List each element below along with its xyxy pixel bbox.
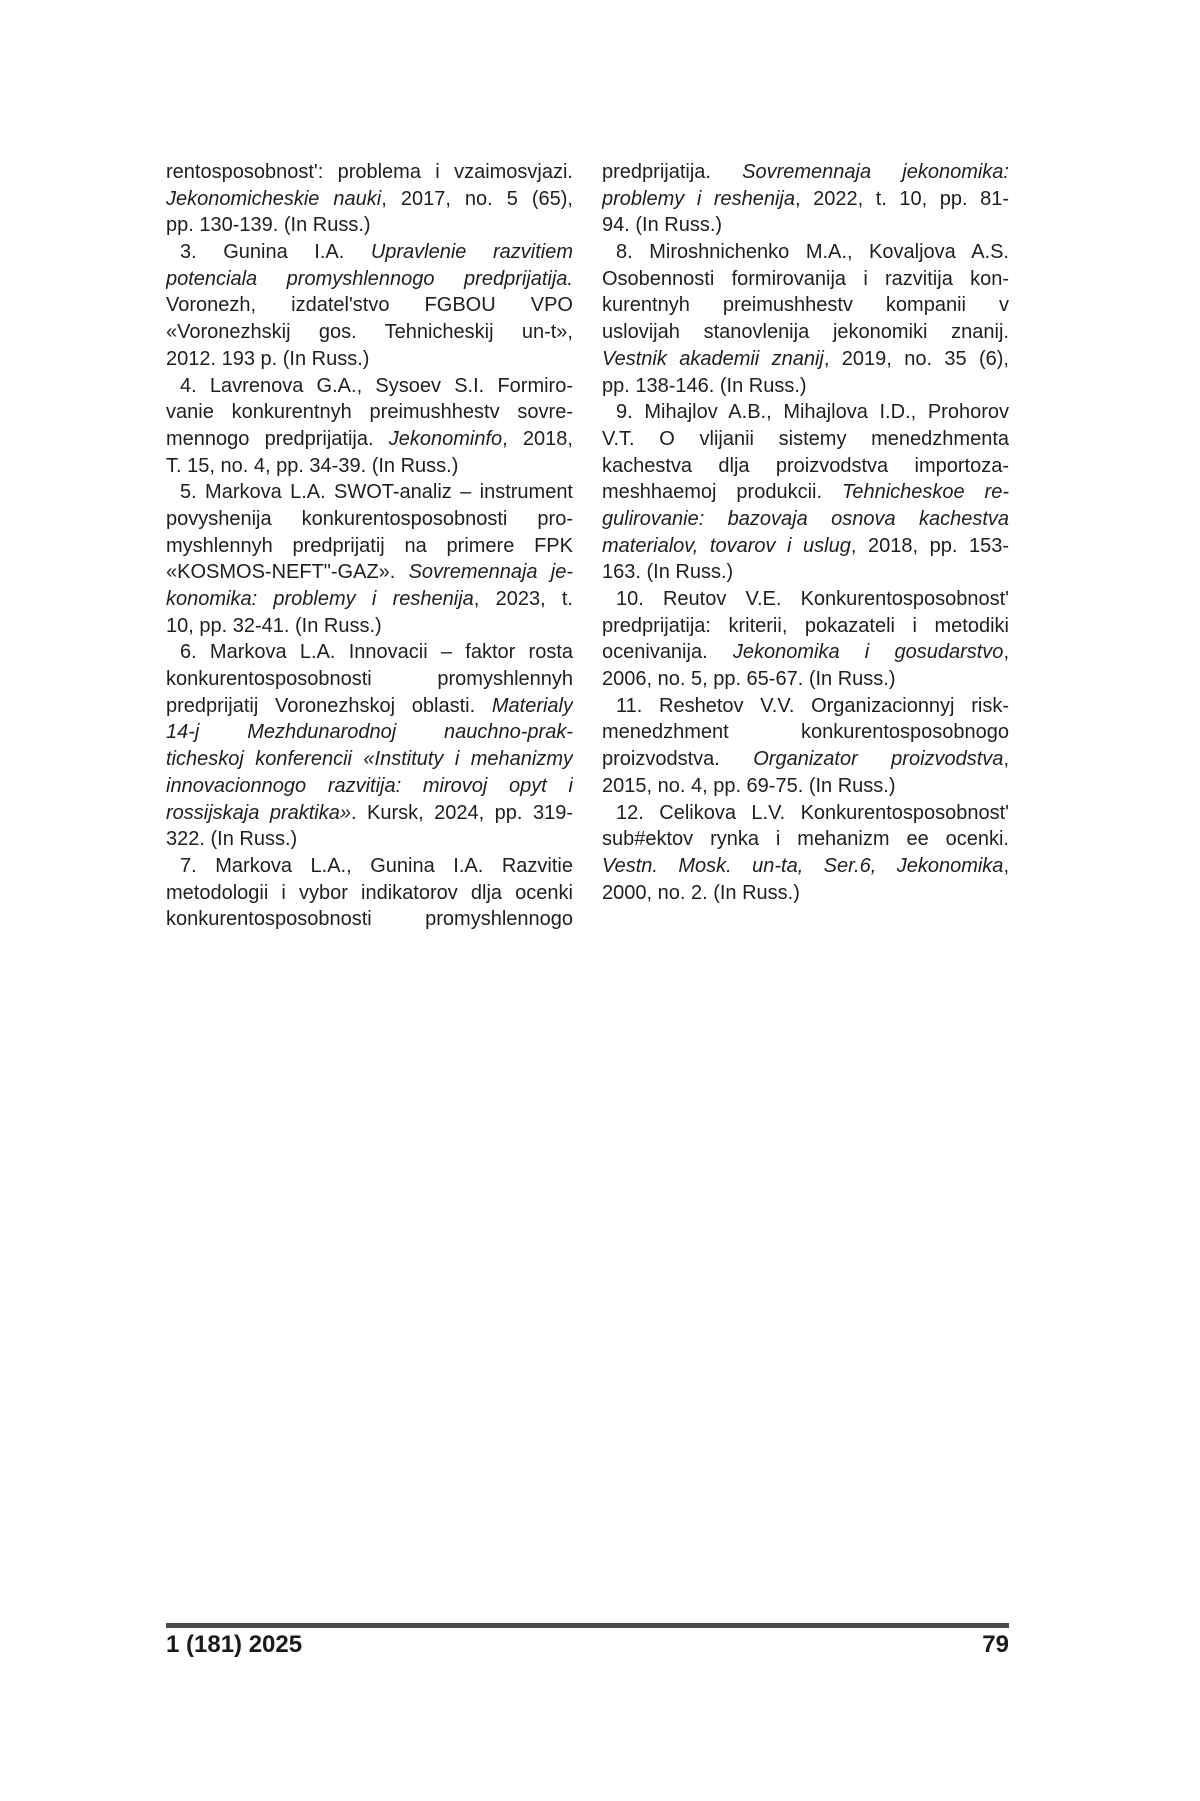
reference-line	[602, 319, 1009, 346]
reference-line	[166, 453, 573, 480]
reference-line	[602, 292, 1009, 319]
italic-text-segment: Tehnicheskoe re-	[841, 481, 1009, 504]
text-segment: proizvodstva.	[602, 748, 754, 771]
reference-entry	[602, 800, 1009, 907]
italic-text-segment: rossijskaja praktika»	[166, 801, 351, 824]
italic-text-segment: potenciala promyshlennogo predprijatija.	[166, 267, 573, 290]
reference-entry	[166, 853, 573, 933]
reference-line	[602, 639, 1009, 666]
reference-line	[166, 426, 573, 453]
reference-line	[166, 479, 573, 506]
reference-line	[166, 800, 573, 827]
reference-line	[166, 880, 573, 907]
italic-text-segment: Jekonominfo	[388, 427, 503, 450]
reference-line	[602, 426, 1009, 453]
text-segment: , 2019, no. 35 (6),	[823, 347, 1009, 370]
text-segment: 12. Celikova L.V. Konkurentosposobnost'	[616, 801, 1009, 824]
italic-text-segment: Sovremennaja jekonomika:	[742, 161, 1009, 183]
text-segment: kachestva dlja proizvodstva importoza-	[602, 454, 1009, 477]
text-segment: 10. Reutov V.E. Konkurentosposobnost'	[616, 588, 1009, 610]
text-segment: 8. Miroshnichenko M.A., Kovaljova A.S.	[616, 241, 1009, 264]
reference-entry	[166, 239, 573, 372]
reference-line	[166, 159, 573, 186]
reference-line	[602, 853, 1009, 880]
reference-entry	[166, 479, 573, 639]
text-segment: predprijatij Voronezhskoj oblasti.	[166, 694, 492, 717]
text-segment: 7. Markova L.A., Gunina I.A. Razvitie	[180, 854, 573, 877]
text-segment: 2006, no. 5, pp. 65-67. (In Russ.)	[602, 668, 896, 691]
reference-line	[166, 719, 573, 746]
text-segment: 11. Reshetov V.V. Organizacionnyj risk-	[616, 694, 1009, 717]
italic-text-segment: Vestnik akademii znanij	[602, 347, 824, 370]
text-segment: konkurentosposobnosti promyshlennogo	[166, 908, 573, 931]
italic-text-segment: Sovremennaja je-	[408, 561, 573, 584]
text-segment: ,	[1003, 748, 1009, 771]
reference-entry	[602, 693, 1009, 800]
reference-line	[166, 506, 573, 533]
page-footer	[166, 1630, 1009, 1660]
text-segment: vanie konkurentnyh preimushhestv sovre-	[166, 401, 573, 424]
reference-line	[602, 533, 1009, 560]
reference-entry	[166, 373, 573, 480]
reference-line	[602, 399, 1009, 426]
reference-line	[166, 373, 573, 400]
reference-line	[166, 746, 573, 773]
reference-line	[166, 906, 573, 933]
reference-line	[602, 239, 1009, 266]
text-segment: 5. Markova L.A. SWOT-analiz – instrument	[180, 481, 573, 504]
footer-issue: 1 (181) 2025	[166, 1631, 303, 1658]
reference-line	[166, 399, 573, 426]
text-segment: , 2018, pp. 153-	[850, 534, 1009, 557]
text-segment: «KOSMOS-NEFT"-GAZ».	[166, 561, 409, 584]
text-segment: ocenivanija.	[602, 641, 733, 664]
reference-line	[602, 159, 1009, 186]
text-segment: , 2018,	[502, 427, 573, 450]
reference-line	[166, 853, 573, 880]
text-segment: Voronezh, izdatel'stvo FGBOU VPO	[166, 294, 573, 317]
reference-entry	[602, 239, 1009, 399]
reference-entry	[602, 586, 1009, 693]
text-segment: 3. Gunina I.A.	[180, 241, 371, 264]
text-segment: . Kursk, 2024, pp. 319-	[350, 801, 573, 824]
text-segment: Osobennosti formirovanija i razvitija kon-	[602, 267, 1009, 290]
text-segment: mennogo predprijatija.	[166, 427, 389, 450]
italic-text-segment: ticheskoj konferencii «Instituty i mehanizmy	[166, 748, 573, 771]
text-segment: 6. Markova L.A. Innovacii – faktor rosta	[180, 641, 573, 664]
text-segment: predprijatija.	[602, 161, 743, 183]
text-segment: V.T. O vlijanii sistemy menedzhmenta	[602, 427, 1009, 450]
reference-line	[602, 719, 1009, 746]
reference-line	[166, 319, 573, 346]
text-segment: predprijatija: kriterii, pokazateli i metodiki	[602, 614, 1009, 637]
text-segment: 163. (In Russ.)	[602, 561, 734, 584]
text-segment: 2015, no. 4, pp. 69-75. (In Russ.)	[602, 774, 896, 797]
text-segment: povyshenija konkurentosposobnosti pro-	[166, 507, 573, 530]
reference-line	[166, 773, 573, 800]
reference-line	[602, 559, 1009, 586]
text-segment: 322. (In Russ.)	[166, 828, 298, 851]
reference-line	[602, 266, 1009, 293]
text-segment: rentosposobnost': problema i vzaimosvjazi.	[166, 161, 573, 183]
italic-text-segment: Jekonomicheskie nauki	[166, 187, 382, 210]
italic-text-segment: Organizator proizvodstva	[753, 748, 1004, 771]
reference-line	[602, 666, 1009, 693]
text-segment: sub#ektov rynka i mehanizm ee ocenki.	[602, 828, 1009, 851]
italic-text-segment: Upravlenie razvitiem	[370, 241, 573, 264]
reference-line	[602, 586, 1009, 613]
reference-entry	[602, 159, 1009, 239]
reference-line	[602, 212, 1009, 239]
footer-rule	[166, 1623, 1009, 1628]
reference-line	[602, 186, 1009, 213]
reference-line	[166, 533, 573, 560]
text-segment: 10, pp. 32-41. (In Russ.)	[166, 614, 382, 637]
references-right-column	[602, 159, 1009, 906]
text-segment: metodologii i vybor indikatorov dlja ocenki	[166, 881, 573, 904]
reference-line	[166, 212, 573, 239]
text-segment: myshlennyh predprijatij na primere FPK	[166, 534, 573, 557]
reference-line	[602, 693, 1009, 720]
reference-line	[166, 586, 573, 613]
italic-text-segment: innovacionnogo razvitija: mirovoj opyt i	[166, 774, 573, 797]
references-left-column	[166, 159, 573, 933]
reference-line	[166, 693, 573, 720]
text-segment: 94. (In Russ.)	[602, 214, 723, 237]
text-segment: ,	[1003, 854, 1009, 877]
text-segment: 2000, no. 2. (In Russ.)	[602, 881, 800, 904]
reference-entry	[166, 639, 573, 853]
reference-line	[166, 826, 573, 853]
text-segment: 4. Lavrenova G.A., Sysoev S.I. Formiro-	[180, 374, 573, 397]
text-segment: «Voronezhskij gos. Tehnicheskij un-t»,	[166, 321, 573, 344]
italic-text-segment: Vestn. Mosk. un-ta, Ser.6, Jekonomika	[602, 854, 1004, 877]
reference-line	[166, 639, 573, 666]
text-segment: 2012. 193 p. (In Russ.)	[166, 347, 370, 370]
reference-line	[602, 800, 1009, 827]
text-segment: , 2023, t.	[473, 588, 573, 610]
text-segment: 9. Mihajlov A.B., Mihajlova I.D., Prohorov	[616, 401, 1009, 424]
reference-line	[602, 746, 1009, 773]
reference-line	[166, 559, 573, 586]
text-segment: pp. 130-139. (In Russ.)	[166, 214, 371, 237]
reference-line	[602, 506, 1009, 533]
reference-line	[602, 479, 1009, 506]
reference-line	[602, 373, 1009, 400]
italic-text-segment: problemy i reshenija	[602, 187, 795, 210]
reference-entry	[166, 159, 573, 239]
reference-line	[166, 239, 573, 266]
italic-text-segment: materialov, tovarov i uslug	[602, 534, 851, 557]
reference-line	[602, 773, 1009, 800]
italic-text-segment: Jekonomika i gosudarstvo	[732, 641, 1004, 664]
text-segment: menedzhment konkurentosposobnogo	[602, 721, 1009, 744]
text-segment: T. 15, no. 4, pp. 34-39. (In Russ.)	[166, 454, 459, 477]
reference-line	[166, 666, 573, 693]
reference-line	[602, 613, 1009, 640]
footer-page-number: 79	[982, 1631, 1009, 1658]
reference-line	[166, 613, 573, 640]
reference-line	[602, 880, 1009, 907]
reference-line	[166, 186, 573, 213]
text-segment: , 2017, no. 5 (65),	[381, 187, 573, 210]
reference-line	[166, 266, 573, 293]
text-segment: uslovijah stanovlenija jekonomiki znanij.	[602, 321, 1009, 344]
reference-entry	[602, 399, 1009, 586]
italic-text-segment: konomika: problemy i reshenija	[166, 588, 474, 610]
reference-line	[602, 346, 1009, 373]
reference-line	[602, 826, 1009, 853]
reference-line	[166, 292, 573, 319]
text-segment: pp. 138-146. (In Russ.)	[602, 374, 807, 397]
reference-line	[602, 453, 1009, 480]
text-segment: meshhaemoj produkcii.	[602, 481, 842, 504]
text-segment: , 2022, t. 10, pp. 81-	[794, 187, 1009, 210]
italic-text-segment: Materialy	[491, 694, 573, 717]
text-segment: kurentnyh preimushhestv kompanii v	[602, 294, 1009, 317]
italic-text-segment: 14-j Mezhdunarodnoj nauchno-prak-	[166, 721, 573, 744]
italic-text-segment: gulirovanie: bazovaja osnova kachestva	[602, 507, 1009, 530]
text-segment: ,	[1003, 641, 1009, 664]
reference-line	[166, 346, 573, 373]
text-segment: konkurentosposobnosti promyshlennyh	[166, 668, 573, 691]
